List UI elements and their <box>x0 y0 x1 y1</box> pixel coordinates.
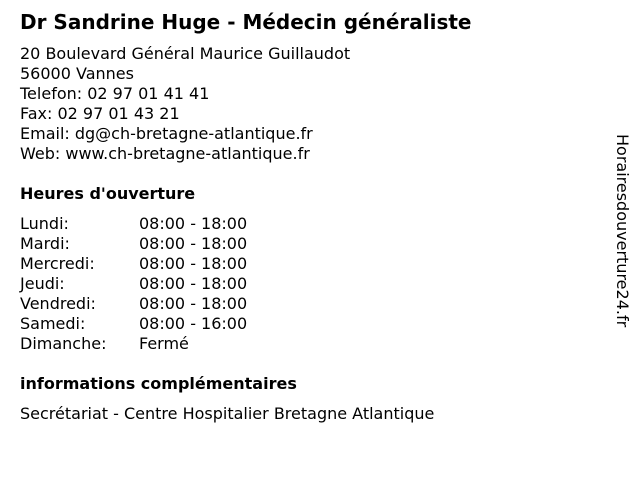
time-value: 08:00 - 18:00 <box>139 234 248 253</box>
page-title: Dr Sandrine Huge - Médecin généraliste <box>20 10 472 34</box>
time-value: 08:00 - 18:00 <box>139 294 248 313</box>
opening-hours-heading: Heures d'ouverture <box>20 184 196 203</box>
city-line: 56000 Vannes <box>20 64 134 83</box>
address-line: 20 Boulevard Général Maurice Guillaudot <box>20 44 351 63</box>
time-value: 08:00 - 18:00 <box>139 214 248 233</box>
day-label: Mercredi: <box>20 254 95 273</box>
time-value: Fermé <box>139 334 189 353</box>
day-label: Lundi: <box>20 214 69 233</box>
additional-info-heading: informations complémentaires <box>20 374 297 393</box>
phone-line: Telefon: 02 97 01 41 41 <box>20 84 210 103</box>
day-label: Jeudi: <box>20 274 65 293</box>
email-line: Email: dg@ch-bretagne-atlantique.fr <box>20 124 313 143</box>
contact-block <box>20 44 350 164</box>
day-label: Mardi: <box>20 234 70 253</box>
day-label: Samedi: <box>20 314 86 333</box>
day-label: Vendredi: <box>20 294 96 313</box>
additional-info-text: Secrétariat - Centre Hospitalier Bretagne Atlantique <box>20 404 435 423</box>
day-label: Dimanche: <box>20 334 107 353</box>
time-value: 08:00 - 16:00 <box>139 314 248 333</box>
time-value: 08:00 - 18:00 <box>139 274 248 293</box>
time-value: 08:00 - 18:00 <box>139 254 248 273</box>
fax-line: Fax: 02 97 01 43 21 <box>20 104 180 123</box>
web-line: Web: www.ch-bretagne-atlantique.fr <box>20 144 310 163</box>
site-brand-vertical: Horairesdouverture24.fr <box>613 134 632 328</box>
